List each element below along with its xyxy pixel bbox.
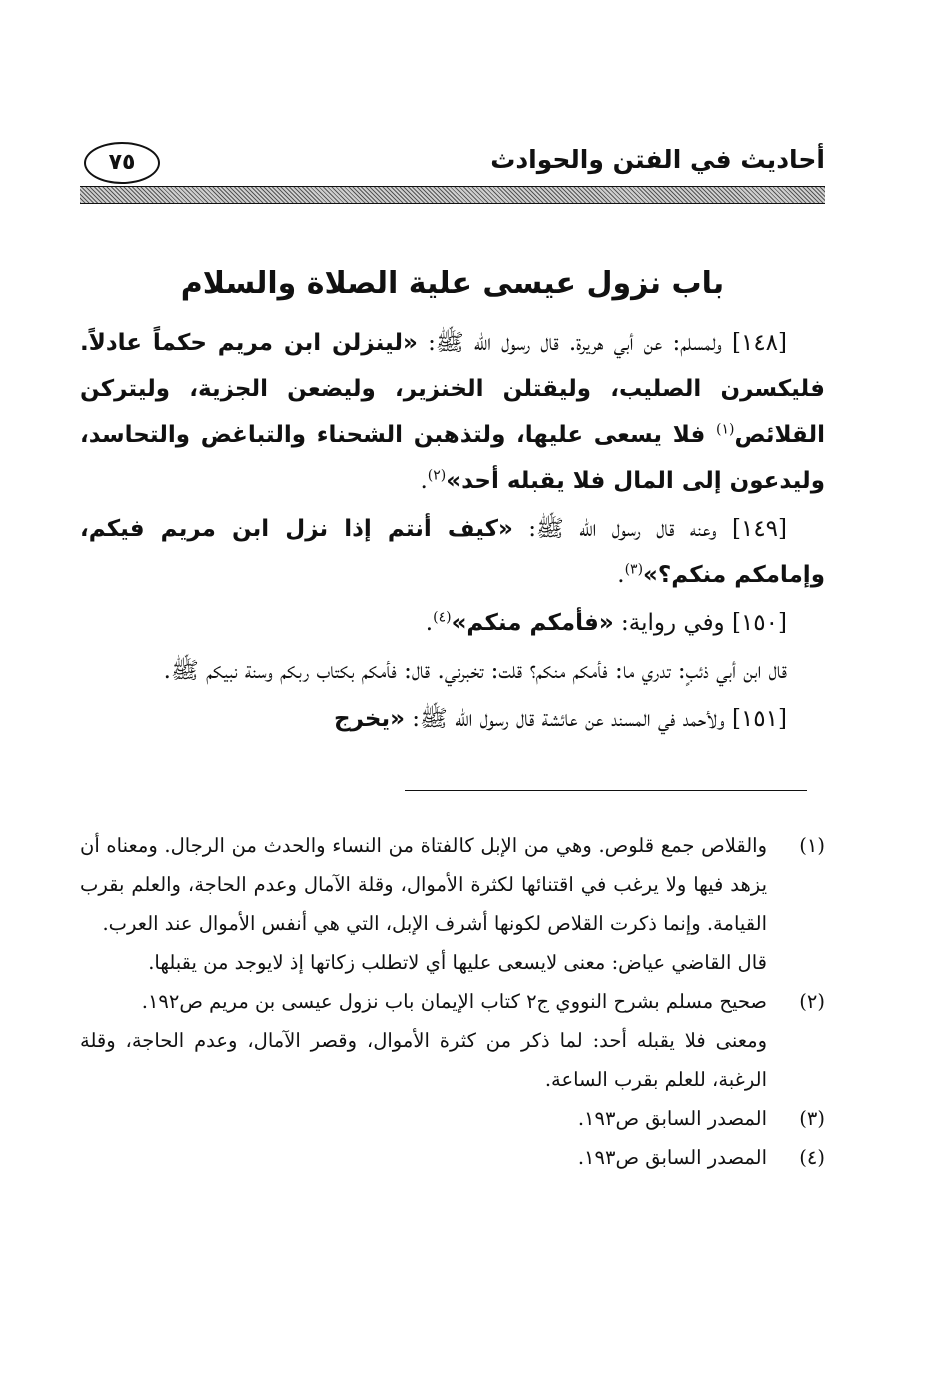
footnote-ref: (٢) <box>427 467 447 484</box>
hadith-lead: [١٤٩] وعنه قال رسول الله ﷺ: <box>512 516 788 542</box>
footnote-text: صحيح مسلم بشرح النووي ج٢ كتاب الإيمان باب نزول عيسى بن مريم ص١٩٢. <box>141 990 767 1013</box>
footnotes <box>80 826 825 1177</box>
main-text <box>80 320 825 742</box>
hadith-quote: «كيف أنتم إذا نزل ابن مريم فيكم، وإمامكم منكم؟» <box>80 516 825 588</box>
running-title: أحاديث في الفتن والحوادث <box>490 145 825 174</box>
hadith-151 <box>80 696 825 742</box>
footnote-text: قال القاضي عياض: معنى لايسعى عليها أي لاتطلب زكاتها إذ لايوجد من يقبلها. <box>148 951 767 974</box>
hadith-lead: [١٤٨] ولمسلم: عن أبي هريرة. قال رسول الله ﷺ: <box>417 330 788 356</box>
hadith-quote: «فأمكم منكم» <box>451 610 614 636</box>
footnote-separator <box>405 790 807 791</box>
hadith-148 <box>80 320 825 504</box>
footnote-3 <box>80 1099 825 1138</box>
hadith-lead: [١٥١] ولأحمد في المسند عن عائشة قال رسول الله ﷺ: <box>404 706 787 732</box>
commentary-paragraph: قال ابن أبي ذئبٍ: تدري ما: فأمكم منكم؟ قلت: تخبرني. قال: فأمكم بكتاب ربكم وسنة نبيكم ﷺ. <box>163 658 787 684</box>
footnote-ref: (١) <box>715 421 735 438</box>
footnote-4 <box>80 1138 825 1177</box>
footnote-number: (٢) <box>799 990 825 1013</box>
hadith-quote: «يخرج <box>334 706 405 732</box>
footnote-2 <box>80 982 825 1099</box>
hadith-150 <box>80 600 825 646</box>
hadith-quote: فلا يسعى عليها، ولتذهبن الشحناء والتباغض والتحاسد، وليدعون إلى المال فلا يقبله أحد» <box>80 422 825 494</box>
footnote-text: المصدر السابق ص١٩٣. <box>577 1146 767 1169</box>
footnote-number: (٣) <box>799 1107 825 1130</box>
footnote-number: (٤) <box>799 1146 825 1169</box>
hadith-tail: . <box>420 468 428 494</box>
page-number: ٧٥ <box>84 142 160 184</box>
footnote-number: (١) <box>799 834 825 857</box>
page-header <box>80 140 825 190</box>
footnote-1 <box>80 826 825 982</box>
chapter-title: باب نزول عيسى علية الصلاة والسلام <box>180 266 725 301</box>
hadith-quote: «لينزلن ابن مريم حكماً عادلاً. فليكسرن الصليب، وليقتلن الخنزير، وليضعن الجزية، وليتركن القلائص <box>80 330 825 448</box>
hadith-tail: . <box>425 610 434 636</box>
footnote-ref: (٤) <box>433 609 452 626</box>
footnote-text: ومعنى فلا يقبله أحد: لما ذكر من كثرة الأموال، وقصر الآمال، وعدم الحاجة، وقلة الرغبة، للعلم بقرب الساعة. <box>80 1029 767 1091</box>
hadith-tail: . <box>617 562 625 588</box>
hadith-149 <box>80 506 825 598</box>
footnote-text: والقلاص جمع قلوص. وهي من الإبل كالفتاة من النساء والحدث من الرجال. ومعناه أن يزهد فيها ولا يرغب في اقتنائها لكثرة الأموال، وقلة الآمال وعدم الحاجة، والعلم بقرب القيامة. وإنما ذكرت القلاص لكونها أشرف الإبل، التي هي أنفس الأموال عند العرب. <box>80 834 767 935</box>
footnote-ref: (٣) <box>624 561 644 578</box>
footnote-text: المصدر السابق ص١٩٣. <box>577 1107 767 1130</box>
header-rule <box>80 186 825 204</box>
hadith-lead: [١٥٠] وفي رواية: <box>613 610 787 636</box>
